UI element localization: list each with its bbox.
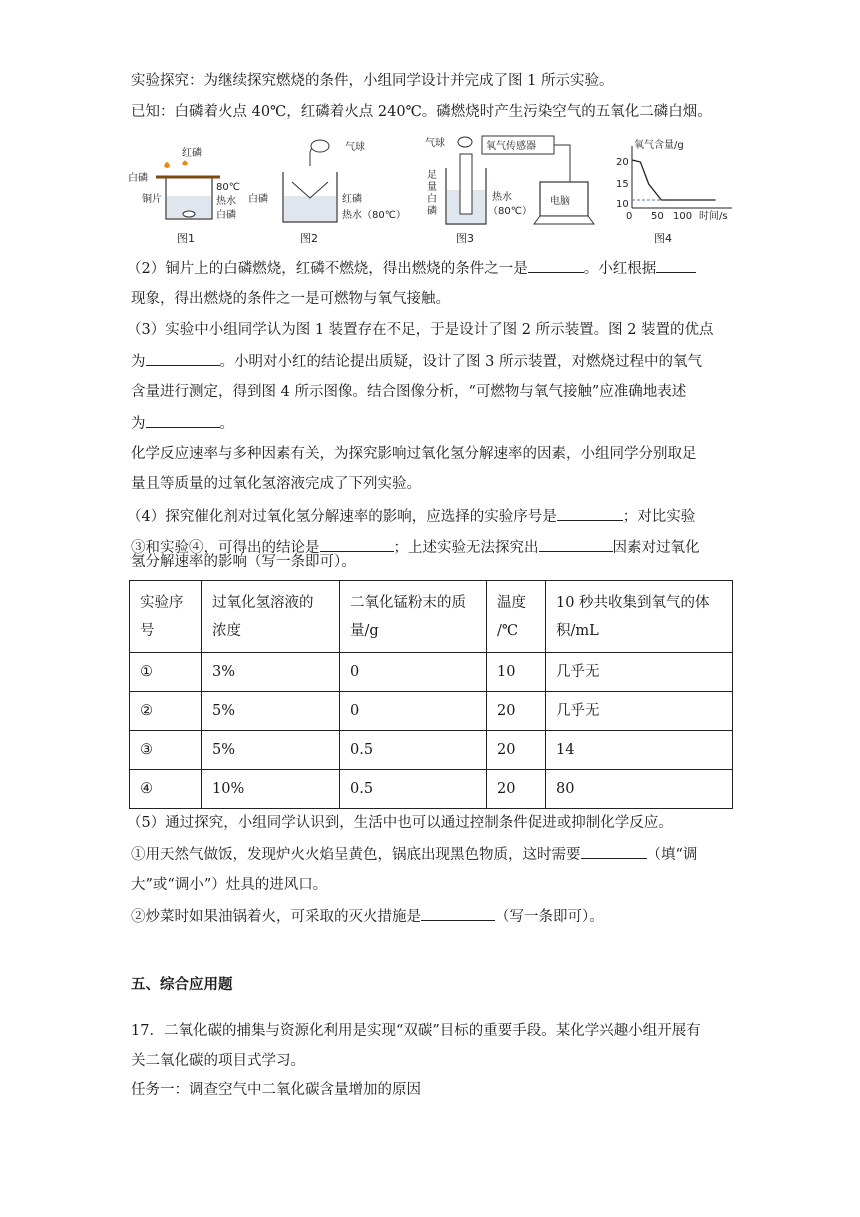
q5-text-d: （写一条即可）。 — [495, 909, 604, 925]
q17-line-1: 17．二氧化碳的捕集与资源化利用是实现“双碳”目标的重要手段。某化学兴趣小组开展有 — [131, 1023, 701, 1039]
table-cell: 5% — [202, 731, 340, 770]
table-header-cell: 实验序 号 — [130, 581, 202, 653]
q3-answer-blank-1[interactable] — [146, 351, 220, 366]
q5-line-2 — [131, 844, 697, 865]
figure-4-chart — [616, 138, 732, 245]
q5-line-3: 大”或“调小”）灶具的进风口。 — [131, 877, 328, 893]
q4-text-a: （4）探究催化剂对过氧化氢分解速率的影响，应选择的实验序号是 — [127, 509, 557, 525]
table-cell: 10 — [487, 653, 546, 692]
fig3-label-water: 热水 — [492, 192, 512, 203]
table-header-cell: 温度 /℃ — [487, 581, 546, 653]
fig4-ytick: 15 — [616, 179, 629, 190]
q3-text-c: 为 — [131, 416, 146, 432]
table-cell: 20 — [487, 770, 546, 809]
table-cell: ③ — [130, 731, 202, 770]
fig2-label-balloon: 气球 — [345, 142, 365, 153]
q2-text-a: （2）铜片上的白磷燃烧，红磷不燃烧，得出燃烧的条件之一是 — [127, 261, 528, 277]
q4-text-b: ；对比实验 — [622, 509, 696, 525]
table-header-cell: 过氧化氢溶液的 浓度 — [202, 581, 340, 653]
q3-answer-blank-2[interactable] — [146, 413, 220, 428]
figure-3 — [425, 136, 594, 245]
q3-text-d: 。 — [219, 416, 234, 432]
q4-line-1 — [127, 506, 695, 527]
q4-answer-blank-3[interactable] — [539, 537, 613, 552]
fig2-label-red-p: 红磷 — [342, 194, 362, 205]
table-cell: 20 — [487, 692, 546, 731]
fig3-label-computer: 电脑 — [550, 196, 570, 207]
fig1-label-copper: 铜片 — [142, 194, 162, 205]
para-line-1: 化学反应速率与多种因素有关，为探究影响过氧化氢分解速率的因素，小组同学分别取足 — [131, 446, 697, 462]
q5-line-4 — [131, 906, 604, 927]
intro-line-2: 已知：白磷着火点 40℃，红磷着火点 240℃。磷燃烧时产生污染空气的五氧化二磷白烟。 — [131, 104, 712, 120]
table-cell: ④ — [130, 770, 202, 809]
q2-answer-blank-2[interactable] — [656, 258, 696, 273]
fig4-ylabel: 氧气含量/g — [634, 140, 684, 151]
table-header-row — [130, 581, 733, 653]
q2-answer-blank-1[interactable] — [528, 258, 584, 273]
q4-answer-blank-1[interactable] — [557, 506, 623, 521]
fig1-flame — [164, 162, 170, 168]
fig1-white-phosphorus — [183, 211, 195, 217]
fig2-label-water: 热水（80℃） — [342, 210, 406, 221]
q5-answer-blank-2[interactable] — [421, 906, 495, 921]
fig2-caption: 图2 — [300, 232, 318, 245]
figures-drawing — [120, 132, 740, 248]
intro-line-1: 实验探究：为继续探究燃烧的条件，小组同学设计并完成了图 1 所示实验。 — [131, 73, 614, 89]
q3-line-1: （3）实验中小组同学认为图 1 装置存在不足，于是设计了图 2 所示装置。图 2 装置的优点 — [127, 322, 714, 338]
table-cell: 0 — [340, 653, 487, 692]
fig1-label-temp: 80℃ — [216, 182, 240, 193]
q3-line-4 — [131, 413, 234, 434]
fig3-label-bai: 白 — [427, 194, 437, 205]
q2-text-b: 。小红根据 — [583, 261, 657, 277]
fig3-label-zu: 足 — [427, 170, 437, 181]
fig1-label-white-p-2: 白磷 — [216, 210, 236, 221]
table-cell: 几乎无 — [546, 692, 733, 731]
q3-line-2 — [131, 351, 702, 372]
table-cell: 14 — [546, 731, 733, 770]
fig4-xtick: 100 — [673, 211, 693, 222]
fig3-tube — [460, 154, 472, 214]
table-cell: 3% — [202, 653, 340, 692]
fig1-caption: 图1 — [177, 232, 195, 245]
table-row — [130, 770, 733, 809]
fig3-computer-base — [534, 216, 594, 224]
fig1-flame-2 — [182, 161, 188, 166]
table-cell: 20 — [487, 731, 546, 770]
table-cell: 0.5 — [340, 770, 487, 809]
q5-text-c: ②炒菜时如果油锅着火，可采取的灭火措施是 — [131, 909, 421, 925]
table-header-cell: 10 秒共收集到氧气的体 积/mL — [546, 581, 733, 653]
experiment-table — [129, 580, 733, 809]
fig3-label-liang: 量 — [427, 182, 437, 193]
fig3-balloon — [458, 137, 472, 147]
table-cell: ② — [130, 692, 202, 731]
fig1-label-red-p: 红磷 — [182, 148, 202, 159]
q17-line-3: 任务一：调查空气中二氧化碳含量增加的原因 — [131, 1082, 421, 1098]
fig1-label-white-p: 白磷 — [128, 173, 148, 184]
fig1-label-water: 热水 — [216, 196, 236, 207]
q17-line-2: 关二氧化碳的项目式学习。 — [131, 1053, 305, 1069]
fig2-balloon — [311, 140, 329, 152]
q3-line-3: 含量进行测定，得到图 4 所示图像。结合图像分析，“可燃物与氧气接触”应准确地表述 — [131, 384, 687, 400]
table-cell: ① — [130, 653, 202, 692]
table-cell: 10% — [202, 770, 340, 809]
fig4-xtick: 0 — [626, 211, 633, 222]
fig3-caption: 图3 — [456, 232, 474, 245]
fig4-caption: 图4 — [654, 232, 672, 245]
table-cell: 0.5 — [340, 731, 487, 770]
fig3-label-sensor: 氧气传感器 — [486, 141, 536, 152]
table-header-cell: 二氧化锰粉末的质 量/g — [340, 581, 487, 653]
figure-1 — [128, 146, 240, 245]
experiment-figures — [120, 132, 740, 248]
fig4-xtick: 50 — [651, 211, 664, 222]
fig4-xlabel: 时间/s — [699, 211, 728, 222]
q4-text-c: ③和实验④，可得出的结论是 — [131, 540, 320, 556]
q5-answer-blank-1[interactable] — [581, 844, 647, 859]
q2-line-2: 现象，得出燃烧的条件之一是可燃物与氧气接触。 — [131, 291, 450, 307]
table-cell: 0 — [340, 692, 487, 731]
fig3-label-temp: （80℃） — [488, 206, 532, 217]
fig3-label-balloon: 气球 — [425, 138, 445, 149]
q5-text-b: （填“调 — [646, 847, 698, 863]
q2-line-1 — [127, 258, 696, 279]
q4-line-3: 氢分解速率的影响（写一条即可）。 — [131, 554, 356, 570]
table-row — [130, 692, 733, 731]
fig2-tube — [292, 182, 328, 198]
fig4-ytick: 10 — [616, 199, 629, 210]
table-cell: 80 — [546, 770, 733, 809]
fig2-label-white-p: 白磷 — [248, 194, 268, 205]
fig4-series-line — [632, 160, 716, 200]
table-cell: 5% — [202, 692, 340, 731]
q4-text-e: 因素对过氧化 — [612, 540, 700, 556]
fig3-cable — [554, 145, 570, 182]
q5-line-1: （5）通过探究，小组同学认识到，生活中也可以通过控制条件促进或抑制化学反应。 — [127, 815, 673, 831]
fig3-label-lin: 磷 — [427, 206, 437, 217]
q3-text-a: 为 — [131, 354, 146, 370]
q4-text-d: ；上述实验无法探究出 — [393, 540, 539, 556]
table-cell: 几乎无 — [546, 653, 733, 692]
section-title: 五、综合应用题 — [131, 976, 233, 993]
q5-text-a: ①用天然气做饭，发现炉火火焰呈黄色，锅底出现黑色物质，这时需要 — [131, 847, 581, 863]
figure-2 — [248, 140, 406, 245]
table-row — [130, 653, 733, 692]
para-line-2: 量且等质量的过氧化氢溶液完成了下列实验。 — [131, 476, 421, 492]
fig4-ytick: 20 — [616, 157, 629, 168]
q4-answer-blank-2[interactable] — [320, 537, 394, 552]
q3-text-b: 。小明对小红的结论提出质疑，设计了图 3 所示装置，对燃烧过程中的氧气 — [219, 354, 702, 370]
table-row — [130, 731, 733, 770]
fig2-hot-water — [284, 196, 336, 221]
